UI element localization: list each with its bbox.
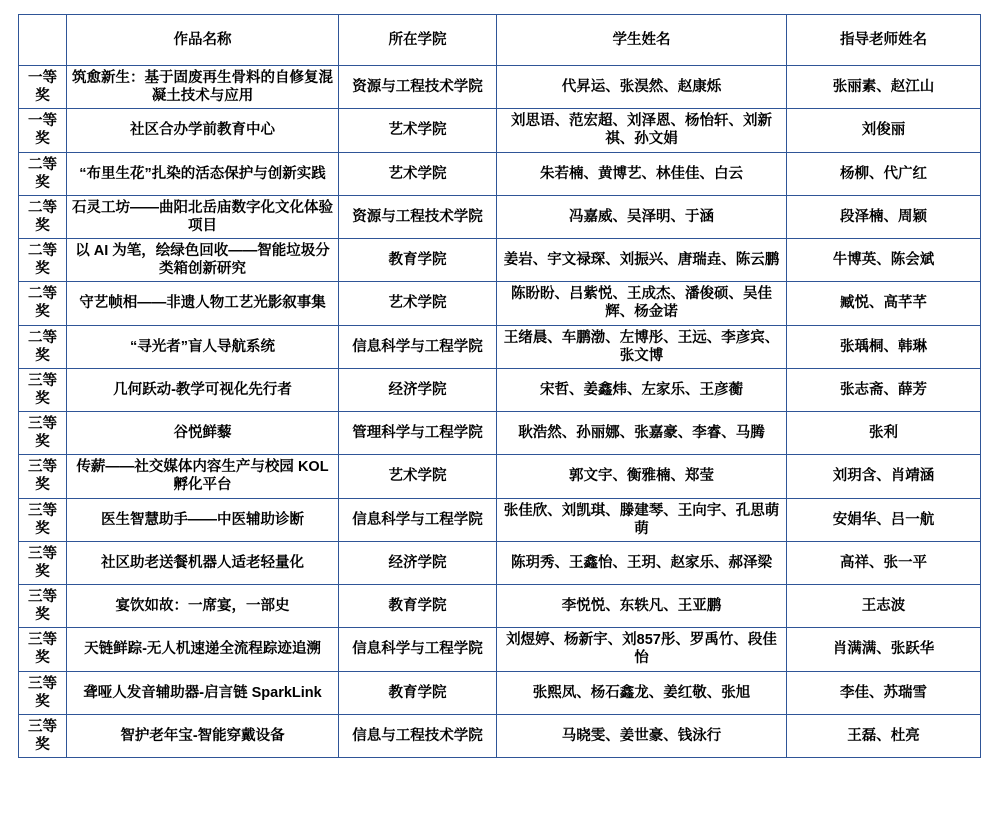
teachers-cell: 安娟华、吕一航 — [787, 498, 981, 541]
teachers-cell: 肖满满、张跃华 — [787, 628, 981, 671]
table-header-cell-1: 作品名称 — [67, 15, 339, 66]
award-cell: 三等奖 — [19, 455, 67, 498]
table-row — [19, 66, 981, 109]
students-cell: 马晓雯、姜世豪、钱泳行 — [497, 714, 787, 757]
title-cell: 传薪——社交媒体内容生产与校园 KOL 孵化平台 — [67, 455, 339, 498]
college-cell: 经济学院 — [339, 541, 497, 584]
table-row — [19, 541, 981, 584]
award-cell: 一等奖 — [19, 66, 67, 109]
teachers-cell: 牛博英、陈会斌 — [787, 239, 981, 282]
students-cell: 张佳欣、刘凯琪、滕建琴、王向宇、孔思萌萌 — [497, 498, 787, 541]
title-cell: 聋哑人发音辅助器-启言链 SparkLink — [67, 671, 339, 714]
students-cell: 陈盼盼、吕紫悦、王成杰、潘俊硕、吴佳辉、杨金诺 — [497, 282, 787, 325]
table-row — [19, 714, 981, 757]
teachers-cell: 张利 — [787, 412, 981, 455]
teachers-cell: 王磊、杜亮 — [787, 714, 981, 757]
title-cell: 智护老年宝-智能穿戴设备 — [67, 714, 339, 757]
award-cell: 三等奖 — [19, 541, 67, 584]
table-row — [19, 325, 981, 368]
students-cell: 刘煜婷、杨新宇、刘857彤、罗禹竹、段佳怡 — [497, 628, 787, 671]
title-cell: 谷悦鲜藜 — [67, 412, 339, 455]
college-cell: 艺术学院 — [339, 109, 497, 152]
teachers-cell: 段泽楠、周颖 — [787, 195, 981, 238]
title-cell: 几何跃动-教学可视化先行者 — [67, 368, 339, 411]
title-cell: 以 AI 为笔，绘绿色回收——智能垃圾分类箱创新研究 — [67, 239, 339, 282]
college-cell: 管理科学与工程学院 — [339, 412, 497, 455]
teachers-cell: 杨柳、代广红 — [787, 152, 981, 195]
students-cell: 李悦悦、东轶凡、王亚鹏 — [497, 585, 787, 628]
college-cell: 信息与工程技术学院 — [339, 714, 497, 757]
title-cell: 医生智慧助手——中医辅助诊断 — [67, 498, 339, 541]
students-cell: 郭文宇、衡雅楠、郑莹 — [497, 455, 787, 498]
college-cell: 教育学院 — [339, 585, 497, 628]
teachers-cell: 刘俊丽 — [787, 109, 981, 152]
college-cell: 资源与工程技术学院 — [339, 66, 497, 109]
table-row — [19, 152, 981, 195]
students-cell: 宋哲、姜鑫炜、左家乐、王彦蘅 — [497, 368, 787, 411]
college-cell: 信息科学与工程学院 — [339, 628, 497, 671]
table-row — [19, 109, 981, 152]
title-cell: “寻光者”盲人导航系统 — [67, 325, 339, 368]
title-cell: 筑愈新生：基于固废再生骨料的自修复混凝土技术与应用 — [67, 66, 339, 109]
students-cell: 冯嘉威、吴泽明、于涵 — [497, 195, 787, 238]
college-cell: 资源与工程技术学院 — [339, 195, 497, 238]
table-header-cell-3: 学生姓名 — [497, 15, 787, 66]
students-cell: 姜岩、宇文禄琛、刘振兴、唐瑞垚、陈云鹏 — [497, 239, 787, 282]
students-cell: 朱若楠、黄博艺、林佳佳、白云 — [497, 152, 787, 195]
college-cell: 教育学院 — [339, 239, 497, 282]
college-cell: 艺术学院 — [339, 282, 497, 325]
table-header-cell-2: 所在学院 — [339, 15, 497, 66]
table-row — [19, 455, 981, 498]
title-cell: 石灵工坊——曲阳北岳庙数字化文化体验项目 — [67, 195, 339, 238]
teachers-cell: 刘玥含、肖靖涵 — [787, 455, 981, 498]
award-cell: 二等奖 — [19, 195, 67, 238]
award-cell: 三等奖 — [19, 368, 67, 411]
teachers-cell: 李佳、苏瑞雪 — [787, 671, 981, 714]
college-cell: 经济学院 — [339, 368, 497, 411]
college-cell: 艺术学院 — [339, 152, 497, 195]
table-row — [19, 498, 981, 541]
teachers-cell: 张瑀桐、韩琳 — [787, 325, 981, 368]
table-row — [19, 282, 981, 325]
award-cell: 一等奖 — [19, 109, 67, 152]
table-header-cell-4: 指导老师姓名 — [787, 15, 981, 66]
table-row — [19, 412, 981, 455]
award-cell: 三等奖 — [19, 412, 67, 455]
college-cell: 信息科学与工程学院 — [339, 325, 497, 368]
award-cell: 三等奖 — [19, 628, 67, 671]
award-cell: 三等奖 — [19, 498, 67, 541]
students-cell: 陈玥秀、王鑫怡、王玥、赵家乐、郝泽梁 — [497, 541, 787, 584]
students-cell: 耿浩然、孙丽娜、张嘉豪、李睿、马腾 — [497, 412, 787, 455]
table-row — [19, 368, 981, 411]
award-cell: 三等奖 — [19, 585, 67, 628]
teachers-cell: 张丽素、赵江山 — [787, 66, 981, 109]
title-cell: “布里生花”扎染的活态保护与创新实践 — [67, 152, 339, 195]
title-cell: 天链鲜踪-无人机速递全流程踪迹追溯 — [67, 628, 339, 671]
title-cell: 社区合办学前教育中心 — [67, 109, 339, 152]
students-cell: 王绪晨、车鹏渤、左博彤、王远、李彦宾、张文博 — [497, 325, 787, 368]
award-cell: 二等奖 — [19, 239, 67, 282]
table-row — [19, 239, 981, 282]
title-cell: 社区助老送餐机器人适老轻量化 — [67, 541, 339, 584]
students-cell: 张熙凤、杨石鑫龙、姜红敬、张旭 — [497, 671, 787, 714]
award-cell: 三等奖 — [19, 714, 67, 757]
college-cell: 信息科学与工程学院 — [339, 498, 497, 541]
award-cell: 二等奖 — [19, 282, 67, 325]
teachers-cell: 高祥、张一平 — [787, 541, 981, 584]
teachers-cell: 张志斋、薛芳 — [787, 368, 981, 411]
title-cell: 守艺帧相——非遗人物工艺光影叙事集 — [67, 282, 339, 325]
table-row — [19, 195, 981, 238]
students-cell: 刘思语、范宏超、刘泽恩、杨怡轩、刘新祺、孙文娟 — [497, 109, 787, 152]
table-row — [19, 585, 981, 628]
teachers-cell: 臧悦、高芊芊 — [787, 282, 981, 325]
table-row — [19, 671, 981, 714]
college-cell: 艺术学院 — [339, 455, 497, 498]
table-row — [19, 628, 981, 671]
table-body — [19, 15, 981, 758]
award-cell: 二等奖 — [19, 152, 67, 195]
table-header-cell-0 — [19, 15, 67, 66]
award-cell: 三等奖 — [19, 671, 67, 714]
award-cell: 二等奖 — [19, 325, 67, 368]
table-header-row — [19, 15, 981, 66]
teachers-cell: 王志波 — [787, 585, 981, 628]
award-table — [18, 14, 981, 758]
college-cell: 教育学院 — [339, 671, 497, 714]
title-cell: 宴饮如故：一席宴，一部史 — [67, 585, 339, 628]
students-cell: 代昇运、张淏然、赵康烁 — [497, 66, 787, 109]
